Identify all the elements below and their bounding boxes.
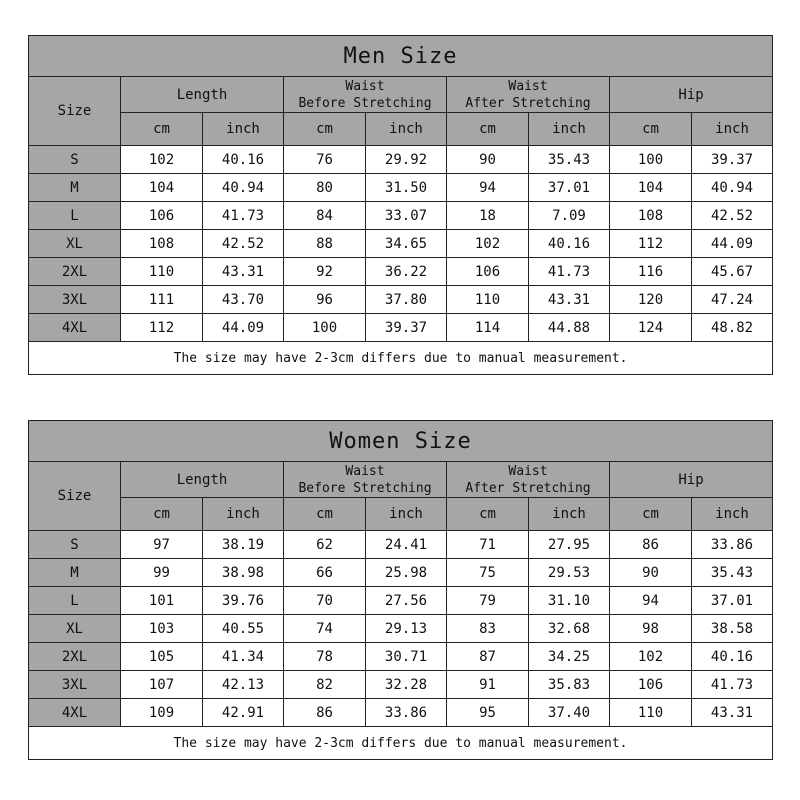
value-cell: 79 — [447, 587, 529, 615]
value-cell: 35.43 — [529, 146, 610, 174]
unit-header: cm — [447, 498, 529, 531]
header-row — [29, 77, 773, 113]
value-cell: 29.53 — [529, 559, 610, 587]
value-cell: 111 — [121, 286, 203, 314]
size-cell: L — [29, 587, 121, 615]
size-cell: 3XL — [29, 286, 121, 314]
table-row — [29, 531, 773, 559]
value-cell: 62 — [284, 531, 366, 559]
value-cell: 37.01 — [692, 587, 773, 615]
size-cell: M — [29, 174, 121, 202]
measurement-header — [447, 77, 610, 113]
measurement-header: Hip — [610, 462, 773, 498]
note-row — [29, 342, 773, 375]
value-cell: 40.16 — [692, 643, 773, 671]
value-cell: 96 — [284, 286, 366, 314]
unit-header: cm — [121, 498, 203, 531]
value-cell: 100 — [284, 314, 366, 342]
table-row — [29, 286, 773, 314]
value-cell: 102 — [610, 643, 692, 671]
value-cell: 37.80 — [366, 286, 447, 314]
value-cell: 39.37 — [366, 314, 447, 342]
value-cell: 7.09 — [529, 202, 610, 230]
value-cell: 38.98 — [203, 559, 284, 587]
value-cell: 32.68 — [529, 615, 610, 643]
table-row — [29, 314, 773, 342]
value-cell: 42.52 — [203, 230, 284, 258]
unit-header: inch — [203, 498, 284, 531]
unit-header: cm — [284, 498, 366, 531]
measurement-header: Hip — [610, 77, 773, 113]
header-line: Waist — [345, 463, 385, 479]
value-cell: 43.31 — [529, 286, 610, 314]
value-cell: 38.58 — [692, 615, 773, 643]
value-cell: 108 — [610, 202, 692, 230]
value-cell: 70 — [284, 587, 366, 615]
value-cell: 43.70 — [203, 286, 284, 314]
value-cell: 114 — [447, 314, 529, 342]
value-cell: 27.56 — [366, 587, 447, 615]
value-cell: 82 — [284, 671, 366, 699]
value-cell: 97 — [121, 531, 203, 559]
measurement-note: The size may have 2-3cm differs due to manual measurement. — [29, 342, 773, 375]
header-line: Waist — [508, 78, 548, 94]
table-row — [29, 699, 773, 727]
value-cell: 40.94 — [203, 174, 284, 202]
value-cell: 109 — [121, 699, 203, 727]
header-line: Before Stretching — [298, 480, 432, 496]
value-cell: 31.10 — [529, 587, 610, 615]
value-cell: 35.83 — [529, 671, 610, 699]
value-cell: 39.37 — [692, 146, 773, 174]
value-cell: 34.65 — [366, 230, 447, 258]
value-cell: 42.52 — [692, 202, 773, 230]
value-cell: 36.22 — [366, 258, 447, 286]
measurement-header — [284, 77, 447, 113]
value-cell: 31.50 — [366, 174, 447, 202]
value-cell: 86 — [284, 699, 366, 727]
size-cell: 2XL — [29, 643, 121, 671]
value-cell: 106 — [447, 258, 529, 286]
measurement-header: Length — [121, 462, 284, 498]
value-cell: 30.71 — [366, 643, 447, 671]
table-row — [29, 174, 773, 202]
value-cell: 104 — [121, 174, 203, 202]
value-cell: 75 — [447, 559, 529, 587]
title-row — [29, 36, 773, 77]
value-cell: 33.07 — [366, 202, 447, 230]
value-cell: 39.76 — [203, 587, 284, 615]
value-cell: 33.86 — [692, 531, 773, 559]
value-cell: 66 — [284, 559, 366, 587]
header-line: Before Stretching — [298, 95, 432, 111]
unit-header: inch — [529, 498, 610, 531]
value-cell: 74 — [284, 615, 366, 643]
value-cell: 33.86 — [366, 699, 447, 727]
unit-row — [29, 498, 773, 531]
value-cell: 94 — [610, 587, 692, 615]
value-cell: 102 — [447, 230, 529, 258]
value-cell: 18 — [447, 202, 529, 230]
unit-header: cm — [447, 113, 529, 146]
value-cell: 48.82 — [692, 314, 773, 342]
title-row — [29, 421, 773, 462]
value-cell: 102 — [121, 146, 203, 174]
header-line: After Stretching — [465, 95, 591, 111]
measurement-note: The size may have 2-3cm differs due to manual measurement. — [29, 727, 773, 760]
value-cell: 40.94 — [692, 174, 773, 202]
value-cell: 116 — [610, 258, 692, 286]
table-title: Women Size — [29, 421, 773, 462]
table-row — [29, 643, 773, 671]
value-cell: 92 — [284, 258, 366, 286]
value-cell: 104 — [610, 174, 692, 202]
table-row — [29, 230, 773, 258]
header-line: Waist — [508, 463, 548, 479]
value-cell: 105 — [121, 643, 203, 671]
value-cell: 38.19 — [203, 531, 284, 559]
header-line: After Stretching — [465, 480, 591, 496]
size-cell: 4XL — [29, 699, 121, 727]
value-cell: 40.55 — [203, 615, 284, 643]
value-cell: 94 — [447, 174, 529, 202]
table-row — [29, 587, 773, 615]
value-cell: 106 — [610, 671, 692, 699]
value-cell: 98 — [610, 615, 692, 643]
value-cell: 42.13 — [203, 671, 284, 699]
value-cell: 80 — [284, 174, 366, 202]
size-cell: 2XL — [29, 258, 121, 286]
value-cell: 37.40 — [529, 699, 610, 727]
unit-header: inch — [366, 113, 447, 146]
unit-header: inch — [366, 498, 447, 531]
value-cell: 95 — [447, 699, 529, 727]
value-cell: 24.41 — [366, 531, 447, 559]
unit-header: inch — [692, 498, 773, 531]
size-cell: M — [29, 559, 121, 587]
note-row — [29, 727, 773, 760]
table-row — [29, 615, 773, 643]
value-cell: 88 — [284, 230, 366, 258]
table-row — [29, 146, 773, 174]
value-cell: 78 — [284, 643, 366, 671]
value-cell: 120 — [610, 286, 692, 314]
size-header: Size — [29, 462, 121, 531]
unit-header: inch — [203, 113, 284, 146]
value-cell: 110 — [610, 699, 692, 727]
size-cell: S — [29, 531, 121, 559]
value-cell: 43.31 — [692, 699, 773, 727]
value-cell: 41.73 — [203, 202, 284, 230]
value-cell: 106 — [121, 202, 203, 230]
unit-header: inch — [529, 113, 610, 146]
value-cell: 43.31 — [203, 258, 284, 286]
table-title: Men Size — [29, 36, 773, 77]
women-size-table — [28, 420, 773, 760]
value-cell: 112 — [610, 230, 692, 258]
value-cell: 108 — [121, 230, 203, 258]
unit-header: cm — [610, 113, 692, 146]
table-row — [29, 258, 773, 286]
table-row — [29, 202, 773, 230]
value-cell: 76 — [284, 146, 366, 174]
value-cell: 107 — [121, 671, 203, 699]
value-cell: 41.73 — [529, 258, 610, 286]
value-cell: 29.92 — [366, 146, 447, 174]
value-cell: 124 — [610, 314, 692, 342]
value-cell: 112 — [121, 314, 203, 342]
unit-header: cm — [610, 498, 692, 531]
value-cell: 110 — [447, 286, 529, 314]
value-cell: 101 — [121, 587, 203, 615]
measurement-header — [284, 462, 447, 498]
measurement-header: Length — [121, 77, 284, 113]
value-cell: 44.09 — [203, 314, 284, 342]
unit-header: cm — [284, 113, 366, 146]
value-cell: 32.28 — [366, 671, 447, 699]
value-cell: 83 — [447, 615, 529, 643]
size-cell: XL — [29, 615, 121, 643]
value-cell: 27.95 — [529, 531, 610, 559]
value-cell: 34.25 — [529, 643, 610, 671]
table-row — [29, 671, 773, 699]
value-cell: 40.16 — [529, 230, 610, 258]
value-cell: 44.09 — [692, 230, 773, 258]
value-cell: 45.67 — [692, 258, 773, 286]
size-cell: 4XL — [29, 314, 121, 342]
value-cell: 90 — [447, 146, 529, 174]
value-cell: 47.24 — [692, 286, 773, 314]
value-cell: 44.88 — [529, 314, 610, 342]
size-cell: L — [29, 202, 121, 230]
size-header: Size — [29, 77, 121, 146]
unit-header: inch — [692, 113, 773, 146]
value-cell: 35.43 — [692, 559, 773, 587]
measurement-header — [447, 462, 610, 498]
header-row — [29, 462, 773, 498]
size-cell: XL — [29, 230, 121, 258]
value-cell: 25.98 — [366, 559, 447, 587]
value-cell: 87 — [447, 643, 529, 671]
value-cell: 42.91 — [203, 699, 284, 727]
unit-row — [29, 113, 773, 146]
value-cell: 41.34 — [203, 643, 284, 671]
value-cell: 99 — [121, 559, 203, 587]
value-cell: 86 — [610, 531, 692, 559]
value-cell: 90 — [610, 559, 692, 587]
value-cell: 41.73 — [692, 671, 773, 699]
value-cell: 110 — [121, 258, 203, 286]
value-cell: 84 — [284, 202, 366, 230]
size-cell: S — [29, 146, 121, 174]
value-cell: 71 — [447, 531, 529, 559]
size-cell: 3XL — [29, 671, 121, 699]
value-cell: 29.13 — [366, 615, 447, 643]
value-cell: 40.16 — [203, 146, 284, 174]
men-size-table — [28, 35, 773, 375]
table-row — [29, 559, 773, 587]
value-cell: 37.01 — [529, 174, 610, 202]
value-cell: 103 — [121, 615, 203, 643]
value-cell: 91 — [447, 671, 529, 699]
value-cell: 100 — [610, 146, 692, 174]
header-line: Waist — [345, 78, 385, 94]
unit-header: cm — [121, 113, 203, 146]
